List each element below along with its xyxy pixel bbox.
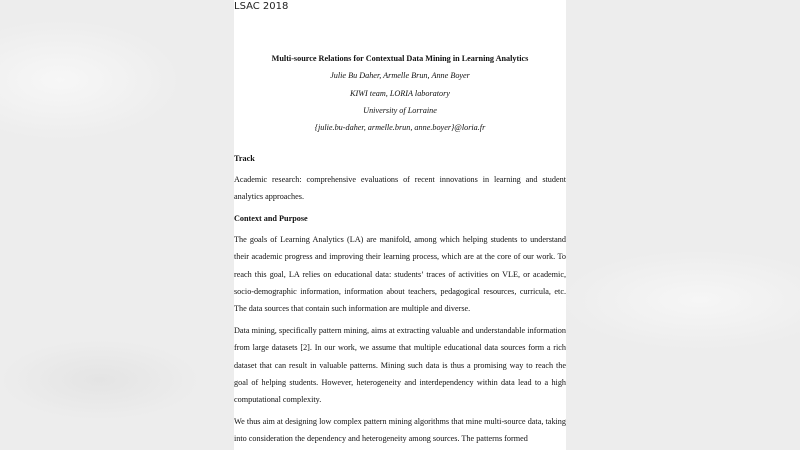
author-emails: {julie.bu-daher, armelle.brun, anne.boyer}@loria.fr — [314, 123, 486, 133]
paragraph-line: information from large datasets [2]. In our work, we assume that multiple educational data — [234, 325, 566, 353]
paragraph-line: taking into consideration the dependency and heterogeneity among sources. The patterns formed — [234, 416, 566, 443]
paragraph-line: promising way to reach the goal of helping students. However, heterogeneity and — [234, 360, 567, 387]
paragraph — [234, 322, 566, 409]
paragraph-line: Data mining, specifically pattern mining, aims at extracting valuable and understandable — [234, 325, 526, 335]
paragraph — [234, 231, 566, 318]
paragraph-line: To reach this goal, LA relies on educational data: students’ traces of activities on VLE, or — [234, 252, 566, 279]
paragraph-line: The goals of Learning Analytics (LA) are manifold, among which helping students to understand — [234, 235, 566, 245]
authors: Julie Bu Daher, Armelle Brun, Anne Boyer — [330, 71, 470, 81]
section-heading: Track — [234, 153, 255, 163]
paragraph — [234, 413, 566, 448]
paragraph-line: sources form a rich dataset that can result in valuable patterns. Mining such data is thus a — [234, 343, 567, 370]
document-page — [234, 0, 566, 450]
running-header: LSAC 2018 — [234, 1, 289, 12]
paragraph-line: We thus aim at designing low complex pattern mining algorithms that mine multi-source data, — [234, 416, 544, 426]
affiliation-university: University of Lorraine — [363, 106, 437, 116]
paragraph-line: interdependency within data lead to a high computational complexity. — [234, 377, 567, 405]
affiliation-team: KIWI team, LORIA laboratory — [350, 88, 450, 98]
paper-title: Multi-source Relations for Contextual Data Mining in Learning Analytics — [271, 54, 529, 63]
paragraph-line: academic, socio-demographic information, information about teachers, pedagogical resources, — [234, 269, 567, 297]
paragraph-line: Academic research: comprehensive evaluations of recent innovations in learning and student — [234, 175, 566, 185]
paragraph-line: analytics approaches. — [234, 192, 305, 202]
section-heading: Context and Purpose — [234, 213, 308, 223]
paragraph-line: curricula, etc. The data sources that contain such information are multiple and diverse. — [234, 287, 567, 314]
paragraph-line: their academic progress and improving their learning process, which are at the core of our work. — [234, 252, 556, 262]
paragraph — [234, 171, 566, 206]
